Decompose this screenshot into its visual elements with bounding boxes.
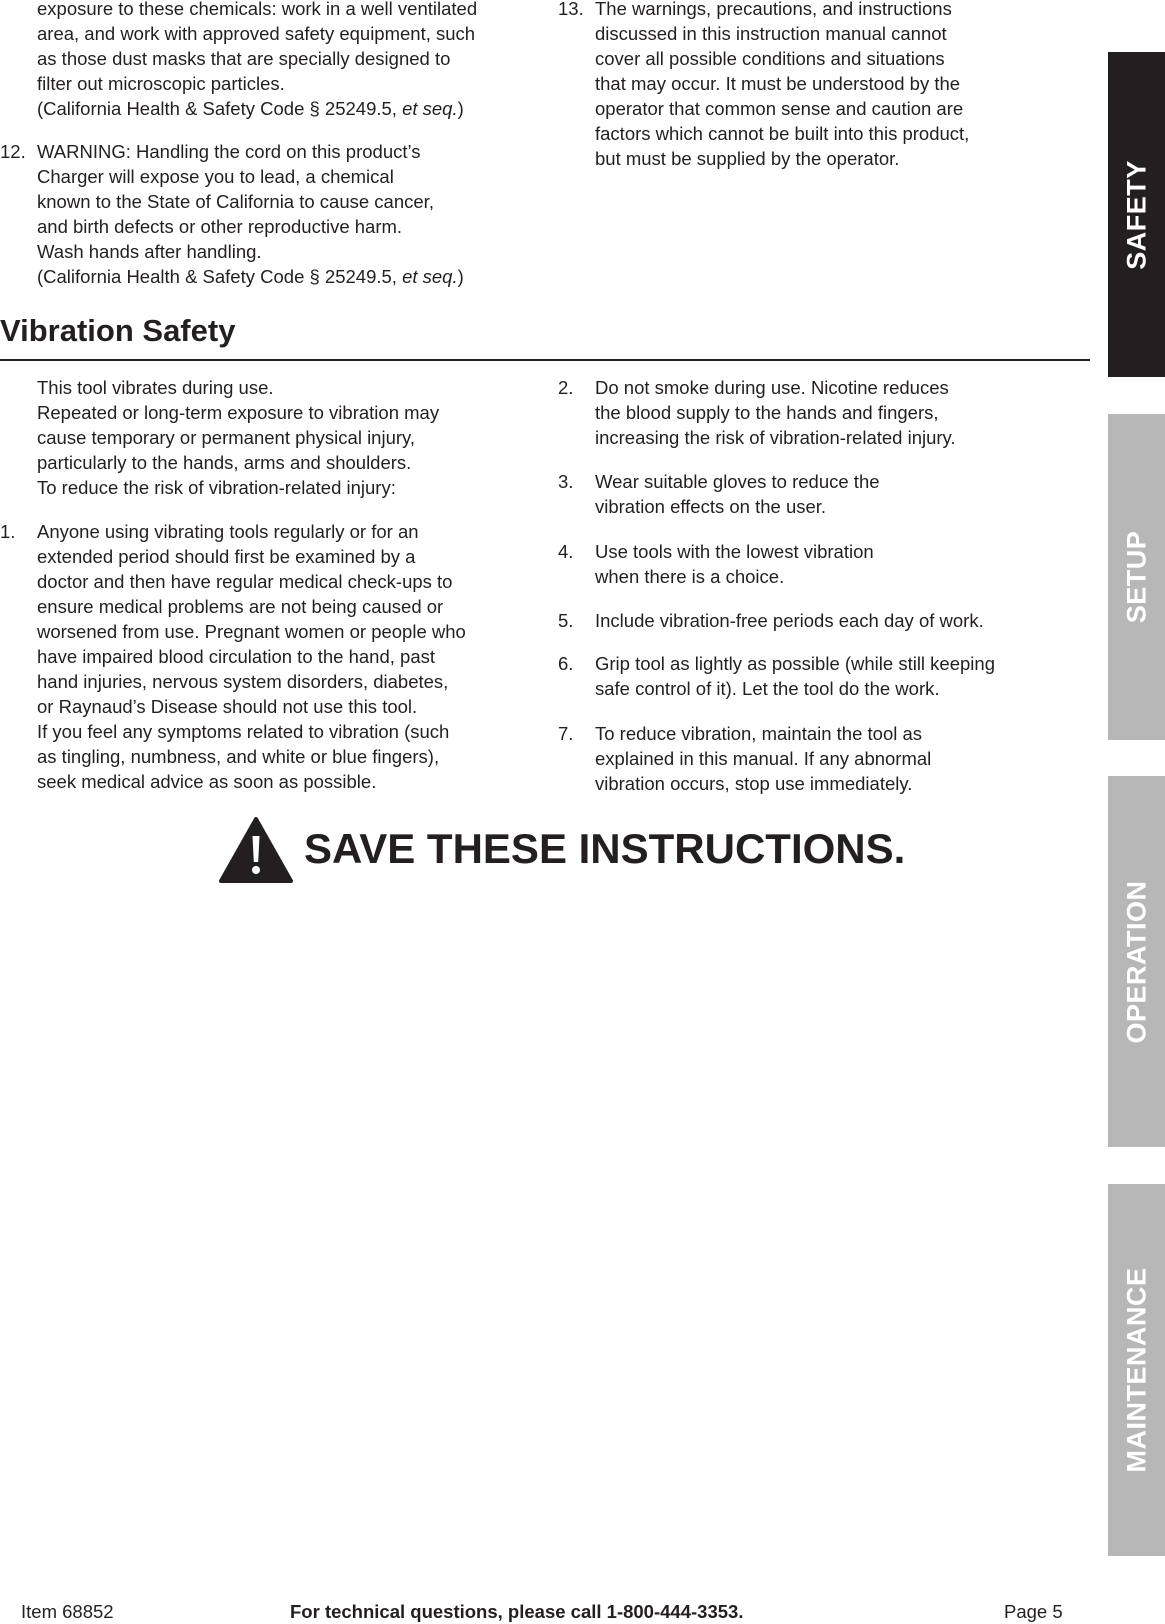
item-text: Do not smoke during use. Nicotine reduces the blood supply to the hands and fingers, increasing the risk of vibration-related injury. [595, 377, 956, 448]
section-divider [0, 359, 1090, 361]
tab-safety[interactable] [1108, 52, 1165, 377]
item-text: To reduce vibration, maintain the tool as explained in this manual. If any abnormal vibration occurs, stop use immediately. [595, 723, 932, 794]
code-et-seq: et seq. [402, 266, 458, 287]
item-text: Grip tool as lightly as possible (while still keeping safe control of it). Let the tool do the work. [595, 653, 995, 699]
item-number: 13. [558, 0, 584, 19]
tab-label: SETUP [1121, 530, 1151, 624]
section-title: Vibration Safety [0, 313, 236, 348]
item-text: The warnings, precautions, and instructions discussed in this instruction manual cannot cover all possible conditions and situations that may occur. It must be understood by the operator that common sense and caution are factors which cannot be built into this product, but must be supplied by the operator. [595, 0, 970, 169]
item-text: Use tools with the lowest vibration when there is a choice. [595, 541, 874, 587]
item-code-reference [37, 264, 464, 289]
tab-operation[interactable] [1108, 776, 1165, 1147]
item-text: Wear suitable gloves to reduce the vibration effects on the user. [595, 471, 880, 517]
continued-warning-text: exposure to these chemicals: work in a well ventilated area, and work with approved safety equipment, such as those dust masks that are specially designed to filter out microscopic particles. [37, 0, 478, 94]
continued-code-reference [37, 96, 464, 121]
item-number: 5. [558, 610, 574, 631]
item-number: 1. [0, 521, 16, 542]
code-close: ) [457, 266, 464, 287]
tab-maintenance[interactable] [1108, 1184, 1165, 1556]
footer-page-number: Page 5 [1004, 1601, 1063, 1622]
footer-phone: For technical questions, please call 1-800-444-3353. [290, 1601, 744, 1622]
code-close: ) [457, 98, 464, 119]
intro-text: This tool vibrates during use. Repeated or long-term exposure to vibration may cause temporary or permanent physical injury, particularly to the hands, arms and shoulders. To reduce the risk of vibration-related injury: [37, 377, 440, 498]
item-number: 2. [558, 377, 574, 398]
item-text: Anyone using vibrating tools regularly or for an extended period should first be examined by a doctor and then have regular medical check-ups to ensure medical problems are not being caused or worsened from use. Pregnant women or people who have impaired blood circulation to the hand, past hand injuries, nervous system disorders, diabetes, or Raynaud’s Disease should not use this tool. If you feel any symptoms related to vibration (such as tingling, numbness, and white or blue fingers), seek medical advice as soon as possible. [37, 521, 466, 792]
tab-label: SAFETY [1121, 159, 1151, 270]
item-text: Include vibration-free periods each day of work. [595, 610, 984, 631]
save-instructions-text: SAVE THESE INSTRUCTIONS. [304, 825, 906, 872]
code-text: (California Health & Safety Code § 25249.5, [37, 266, 403, 287]
item-number: 7. [558, 723, 574, 744]
tab-label: OPERATION [1121, 879, 1151, 1044]
item-number: 12. [0, 141, 26, 162]
tab-label: MAINTENANCE [1121, 1267, 1151, 1473]
code-et-seq: et seq. [402, 98, 458, 119]
tab-setup[interactable] [1108, 414, 1165, 740]
footer-item-number: Item 68852 [21, 1601, 114, 1622]
item-number: 3. [558, 471, 574, 492]
item-number: 4. [558, 541, 574, 562]
item-number: 6. [558, 653, 574, 674]
code-text: (California Health & Safety Code § 25249.5, [37, 98, 403, 119]
warning-triangle-icon [218, 816, 294, 884]
item-text: WARNING: Handling the cord on this product’s Charger will expose you to lead, a chemical known to the State of California to cause cancer, and birth defects or other reproductive harm. Wash hands after handling. [37, 141, 434, 262]
